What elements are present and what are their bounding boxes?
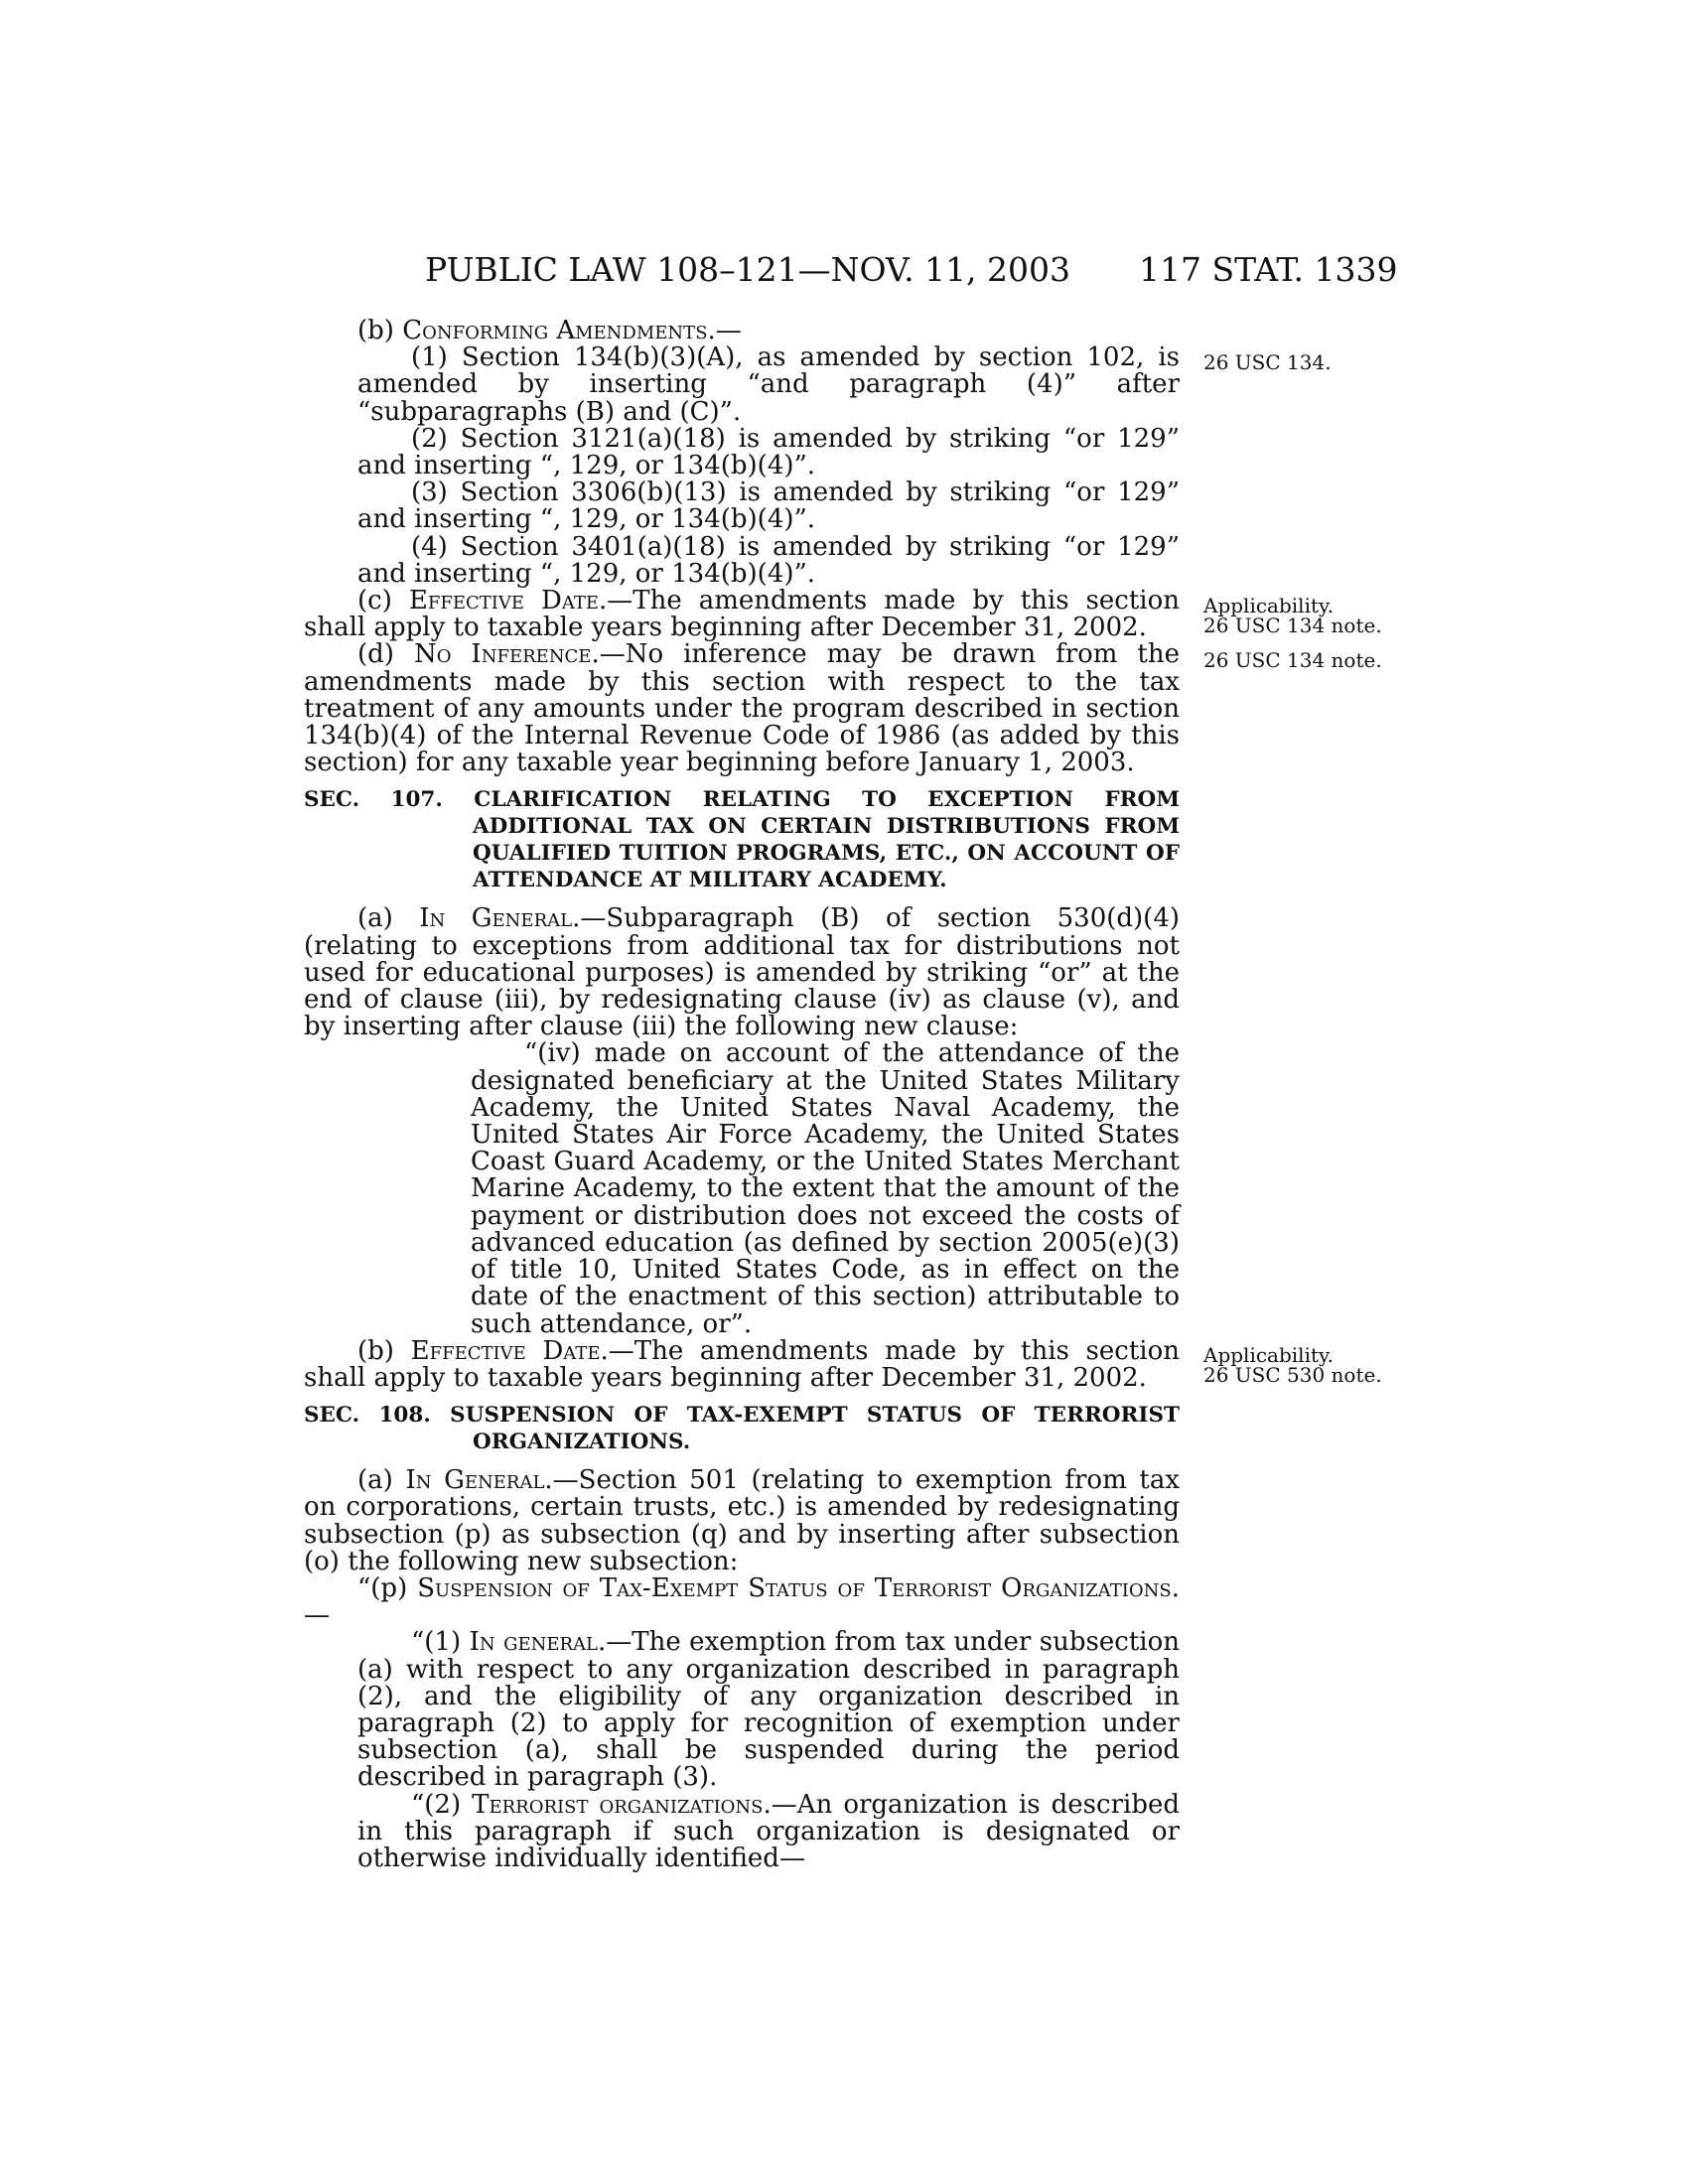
paragraph-b2: (2) Section 3121(a)(18) is amended by striking “or 129” and inserting “, 129, or 134(b)(4)”.	[357, 423, 1180, 481]
paragraph-b3: (3) Section 3306(b)(13) is amended by striking “or 129” and inserting “, 129, or 134(b)(4)”.	[357, 478, 1180, 535]
margin-note-usc-134-note-d: 26 USC 134 note.	[1203, 648, 1382, 672]
margin-note-applicability-107: Applicability.	[1203, 1343, 1334, 1367]
margin-note-usc-134: 26 USC 134.	[1203, 350, 1332, 374]
section-108-heading: SEC. 108. SUSPENSION OF TAX-EXEMPT STATUS OF TERRORIST ORGANIZATIONS.	[304, 1403, 1180, 1455]
running-header-title: PUBLIC LAW 108–121—NOV. 11, 2003	[425, 250, 1071, 289]
margin-note-usc-134-note-c: 26 USC 134 note.	[1203, 614, 1382, 637]
section-108-paragraph-1: “(1) In general.—The exemption from tax under subsection (a) with respect to any organization described in paragraph (2), and the eligibility of any organization described in paragraph (2) to apply for recognition of exemption under subsection (a), shall be suspended during the period described in paragraph (3).	[357, 1627, 1180, 1793]
subsection-b-heading: (b) Conforming Amendments.—	[357, 316, 742, 345]
section-108-subsection-a: (a) In General.—Section 501 (relating to exemption from tax on corporations, certain trusts, etc.) is amended by redesignating subsection (p) as subsection (q) and by inserting after subsection (o) the following new subsection:	[304, 1465, 1180, 1576]
section-107-heading: SEC. 107. CLARIFICATION RELATING TO EXCEPTION FROM ADDITIONAL TAX ON CERTAIN DISTRIBUTIONS FROM QUALIFIED TUITION PROGRAMS, ETC., ON ACCOUNT OF ATTENDANCE AT MILITARY ACADEMY.	[304, 787, 1180, 893]
section-108-paragraph-2: “(2) Terrorist organizations.—An organization is described in this paragraph if such organization is designated or otherwise individually identified—	[357, 1789, 1181, 1873]
statute-page-number: 117 STAT. 1339	[1139, 250, 1398, 289]
section-107-subsection-b: (b) Effective Date.—The amendments made by this section shall apply to taxable years beginning after December 31, 2002.	[304, 1335, 1180, 1393]
section-108-new-subsection-p: “(p) Suspension of Tax-Exempt Status of Terrorist Organizations.—	[304, 1572, 1181, 1631]
margin-note-usc-530-note: 26 USC 530 note.	[1203, 1363, 1382, 1387]
page-body	[304, 318, 1180, 1872]
subsection-c: (c) Effective Date.—The amendments made by this section shall apply to taxable years beginning after December 31, 2002.	[304, 586, 1180, 643]
paragraph-b4: (4) Section 3401(a)(18) is amended by striking “or 129” and inserting “, 129, or 134(b)(4)”.	[357, 531, 1180, 589]
section-107-subsection-a: (a) In General.—Subparagraph (B) of section 530(d)(4) (relating to exceptions from additional tax for distributions not used for educational purposes) is amended by striking “or” at the end of clause (iii), by redesignating clause (iv) as clause (v), and by inserting after clause (iii) the following new clause:	[304, 903, 1181, 1042]
paragraph-b1: (1) Section 134(b)(3)(A), as amended by section 102, is amended by inserting “and paragraph (4)” after “subparagraphs (B) and (C)”.	[357, 342, 1180, 427]
section-107-quoted-clause: “(iv) made on account of the attendance of the designated beneficiary at the United States Military Academy, the United States Naval Academy, the United States Air Force Academy, the United States Coast Guard Academy, or the United States Merchant Marine Academy, to the extent that the amount of the payment or distribution does not exceed the costs of advanced education (as defined by section 2005(e)(3) of title 10, United States Code, as in effect on the date of the enactment of this section) attributable to such attendance, or”.	[471, 1038, 1180, 1339]
margin-note-applicability-c: Applicability.	[1203, 594, 1334, 617]
subsection-d: (d) No Inference.—No inference may be drawn from the amendments made by this section with respect to the tax treatment of any amounts under the program described in section 134(b)(4) of the Internal Revenue Code of 1986 (as added by this section) for any taxable year beginning before January 1, 2003.	[304, 639, 1180, 778]
